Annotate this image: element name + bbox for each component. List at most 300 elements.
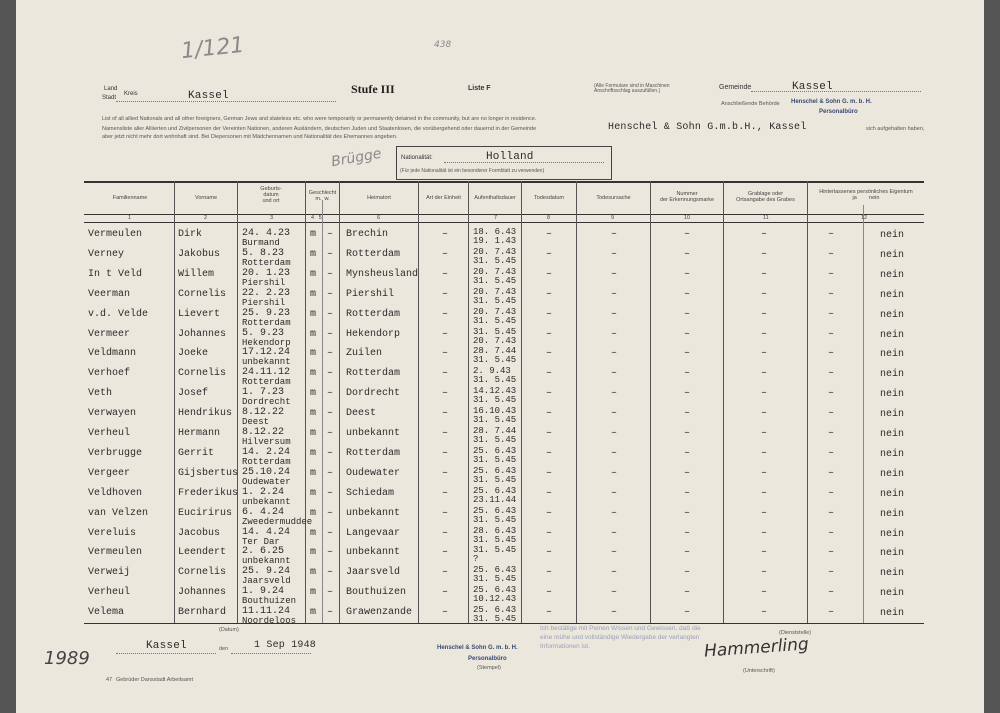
col-num-6: 6 [377,215,381,221]
cell-surname: Veth [88,388,113,400]
cell-property-yes: – [828,229,835,240]
cell-grave: – [761,308,768,320]
cell-property-yes: – [828,348,835,360]
intro-line-1: List of all allied Nationals and all other foreigners, German Jews and stateless etc. who were temporarily or permanently detained in the community, but are no longer in residence. [102,116,537,122]
cell-death-date: – [546,268,553,280]
cell-unit: – [442,607,449,619]
cell-death-date: – [546,288,553,300]
cell-birth-place: Ter Dar [242,536,280,547]
cell-property-yes: – [828,547,835,559]
cell-birth-date: 14. 2.24 [242,446,291,458]
kreis-label: Kreis [124,91,138,97]
cell-death-date: – [546,408,553,420]
cell-id-tag: – [684,587,691,599]
cell-death-date: – [546,467,553,479]
cell-death-cause: – [611,388,618,400]
signature-label: (Unterschrift) [743,668,775,674]
cell-death-cause: – [611,547,618,559]
cell-id-tag: – [684,408,691,420]
cell-death-date: – [546,527,553,539]
cell-surname: Vermeulen [88,229,143,240]
cell-grave: – [761,328,768,340]
cell-stay-to: 19. 1.43 [473,236,517,246]
cell-stay-to: 31. 5.45 [473,454,517,465]
cell-stay-to: 10.12.43 [473,594,517,605]
cell-given-name: Hendrikus [178,408,233,420]
cell-death-cause: – [611,567,618,579]
cell-death-date: – [546,607,553,619]
cell-unit: – [442,268,449,280]
footer-date: 1 Sep 1948 [254,640,317,651]
cell-id-tag: – [684,527,691,539]
cell-home: Dordrecht [346,388,401,400]
cell-death-date: – [546,388,553,400]
form-note: (Alle Formulare sind in Maschinen Anschriftsschlag auszufüllen.) [594,83,670,94]
cell-sex-w: – [327,547,334,559]
land-label: Land [104,86,118,92]
cell-stay-from: 20. 7.43 [473,306,517,317]
cell-sex-w: – [327,527,334,539]
col-num-2: 2 [204,215,208,221]
cell-grave: – [761,467,768,479]
cell-property-yes: – [828,607,835,619]
cell-given-name: Leendert [178,547,227,559]
pencil-reference: 1/121 [179,32,246,65]
cell-unit: – [442,467,449,479]
cell-property-yes: – [828,487,835,499]
cell-property-yes: – [828,587,835,599]
cell-birth-place: Jaarsveld [242,576,291,587]
cell-sex-w: – [327,388,334,400]
col-num-11: 11 [763,215,769,221]
cell-given-name: Willem [178,268,215,280]
cell-given-name: Johannes [178,587,227,599]
cell-stay-from: 31. 5.45 [473,545,517,556]
bottom-left-note: 1989 [44,648,90,669]
cell-home: unbekannt [346,547,401,559]
bruegge-mark: Brügge [329,145,383,171]
nationality-value: Holland [486,151,534,163]
cell-surname: Velema [88,607,125,619]
cell-grave: – [761,348,768,360]
cell-given-name: Frederikus [178,487,239,499]
cell-birth-place: Rotterdam [242,257,291,268]
cell-stay-from: 20. 7.43 [473,286,517,297]
cell-grave: – [761,447,768,459]
footer-place: Kassel [146,640,187,652]
cell-given-name: Gerrit [178,447,215,459]
cell-birth-date: 22. 2.23 [242,287,291,299]
cell-given-name: Josef [178,388,209,400]
cell-sex-w: – [327,428,334,439]
cell-death-date: – [546,567,553,579]
cell-unit: – [442,587,449,599]
cell-home: Bouthuizen [346,587,407,599]
cell-birth-place: Noordeloos [242,616,297,627]
cell-birth-place: Oudewater [242,476,291,487]
cell-given-name: Lievert [178,308,221,320]
cell-grave: – [761,507,768,519]
cell-birth-place: Deest [242,417,270,428]
header-einheit: Art der Einheit [426,195,461,201]
cell-death-date: – [546,348,553,360]
cell-home: Zuilen [346,348,383,360]
firma-label: Anschließende Behörde [721,101,780,107]
cell-stay-from: 20. 7.43 [473,246,517,257]
cell-unit: – [442,388,449,400]
cell-unit: – [442,328,449,340]
cell-stay-to: 31. 5.45 [473,435,517,445]
cell-id-tag: – [684,268,691,280]
cell-stay-from: 25. 6.43 [473,565,517,576]
cell-death-date: – [546,328,553,340]
cell-grave: – [761,607,768,619]
col-num-3: 3 [270,215,274,221]
cell-property-yes: – [828,428,835,439]
cell-death-cause: – [611,408,618,420]
cell-grave: – [761,229,768,240]
cell-sex: m [310,368,317,380]
col-num-9: 9 [611,215,615,221]
cell-sex: m [310,487,317,499]
cell-grave: – [761,288,768,300]
cell-sex: m [310,248,317,260]
cell-home: unbekannt [346,428,401,439]
cell-birth-date: 1. 2.24 [242,486,285,498]
cell-home: Langevaar [346,527,401,539]
cell-property-yes: – [828,248,835,260]
footer-stamp-dept: Personalbüro [468,656,507,662]
cell-given-name: Jakobus [178,248,221,260]
cell-home: Rotterdam [346,248,401,260]
cell-birth-date: 25. 9.24 [242,566,291,578]
form-title: Stufe III [351,82,395,96]
cell-property-no: nein [880,429,905,440]
cell-unit: – [442,348,449,360]
cell-given-name: Eucirirus [178,507,233,519]
cell-property-no: nein [880,269,905,281]
footer-stamp-label: (Stempel) [477,665,501,671]
cell-grave: – [761,428,768,439]
list-label: Liste F [468,85,491,92]
footer-den-label: den [219,646,229,652]
cell-id-tag: – [684,348,691,360]
cell-death-cause: – [611,507,618,519]
cell-id-tag: – [684,487,691,499]
cell-death-cause: – [611,288,618,300]
cell-home: Piershil [346,288,395,300]
cell-grave: – [761,587,768,599]
cell-stay-from: 25. 6.43 [473,445,517,456]
cell-given-name: Bernhard [178,607,227,619]
cell-birth-place: Piershil [242,297,286,308]
col-num-1: 1 [128,215,132,221]
cell-death-cause: – [611,348,618,360]
cell-sex: m [310,229,317,240]
cell-death-date: – [546,487,553,499]
cell-birth-date: 5. 8.23 [242,247,285,259]
cell-property-yes: – [828,467,835,479]
cell-stay-from: 14.12.43 [473,386,517,397]
cell-unit: – [442,308,449,320]
cell-sex: m [310,388,317,400]
cell-property-yes: – [828,268,835,280]
cell-stay-to: 31. 5.45 [473,614,517,625]
cell-property-yes: – [828,288,835,300]
cell-sex-w: – [327,408,334,420]
cell-birth-place: unbekannt [242,496,291,507]
cell-birth-date: 8.12.22 [242,427,285,438]
cell-property-no: nein [880,309,905,321]
header-geschlecht: Geschlecht m. w. [308,190,337,202]
cell-stay-from: 16.10.43 [473,406,517,417]
cell-sex-w: – [327,587,334,599]
cell-birth-date: 24.11.12 [242,367,291,379]
cell-death-date: – [546,587,553,599]
cell-property-no: nein [880,488,905,500]
cell-given-name: Dirk [178,229,203,240]
cell-id-tag: – [684,547,691,559]
cell-surname: Veldmann [88,348,137,360]
cell-grave: – [761,547,768,559]
cell-birth-place: Bouthuizen [242,596,297,607]
cell-stay-from: 31. 5.45 [473,326,517,337]
cell-property-no: nein [880,230,905,241]
cell-sex-w: – [327,268,334,280]
header-familienname: Familienname [112,195,148,201]
cell-death-date: – [546,547,553,559]
cell-birth-date: 25. 9.23 [242,307,291,319]
cell-home: Hekendorp [346,328,401,340]
cell-surname: Vermeulen [88,547,143,559]
cell-stay-to: 31. 5.45 [473,315,517,326]
cell-sex-w: – [327,248,334,260]
cell-property-no: nein [880,448,905,460]
cell-id-tag: – [684,567,691,579]
cell-surname: Verwayen [88,408,137,420]
header-todesdatum: Todesdatum [534,195,564,201]
cell-stay-to: ? [473,554,479,565]
cell-death-date: – [546,229,553,240]
cell-unit: – [442,229,449,240]
cell-unit: – [442,368,449,380]
cell-birth-date: 1. 9.24 [242,586,285,598]
cell-sex: m [310,467,317,479]
cell-home: Jaarsveld [346,567,401,579]
declaration-text: Ich bestätige mit Peinen Wissen und Gewissen, daß die eine mühe und vollständige Wiedergabe der verlangten Informationen ist. [540,625,701,650]
page-number: 438 [434,40,452,50]
cell-unit: – [442,248,449,260]
stadt-label: Stadt [102,95,117,101]
cell-stay-to: 31. 5.45 [473,415,517,426]
cell-birth-date: 14. 4.24 [242,526,291,538]
cell-stay-to: 20. 7.43 [473,335,517,346]
cell-death-cause: – [611,368,618,380]
header-aufenthalt: Aufenthaltsdauer [474,195,516,201]
intro-line-2-suffix: sich aufgehalten haben, [866,126,925,132]
gemeinde-label: Gemeinde [719,84,752,91]
document-page [16,0,984,713]
cell-birth-date: 24. 4.23 [242,228,291,239]
cell-property-no: nein [880,548,905,560]
cell-sex: m [310,408,317,420]
cell-property-no: nein [880,409,905,421]
cell-given-name: Hermann [178,428,221,439]
cell-given-name: Joeke [178,348,209,360]
cell-surname: Verhoef [88,368,131,380]
cell-stay-from: 25. 6.43 [473,585,517,596]
cell-surname: van Velzen [88,507,149,519]
cell-death-cause: – [611,587,618,599]
cell-sex: m [310,527,317,539]
cell-stay-to: 31. 5.45 [473,534,517,545]
header-eigentum: Hinterlassenes persönliches Eigentum ja nein [819,189,913,201]
firma-stamp: Henschel & Sohn G. m. b. H. [791,99,872,105]
cell-birth-date: 1. 7.23 [242,387,285,399]
col-num-12: 12 [861,215,868,221]
cell-sex-w: – [327,507,334,519]
cell-unit: – [442,428,449,439]
cell-death-cause: – [611,447,618,459]
cell-sex: m [310,607,317,619]
cell-death-cause: – [611,229,618,240]
cell-given-name: Cornelis [178,567,227,579]
cell-birth-date: 17.12.24 [242,347,291,359]
cell-stay-from: 28. 7.44 [473,426,517,436]
cell-stay-from: 25. 6.43 [473,505,517,516]
cell-surname: Verheul [88,587,131,599]
cell-unit: – [442,527,449,539]
cell-sex-w: – [327,607,334,619]
header-grablage: Grablage oder Ortsangabe des Grabes [736,191,795,203]
cell-home: Deest [346,408,377,420]
cell-home: Rotterdam [346,368,401,380]
firma-dept: Personalbüro [819,109,858,115]
header-geburt: Geburts- datum und ort [260,186,282,204]
cell-sex: m [310,328,317,340]
cell-sex-w: – [327,447,334,459]
place-value: Kassel [188,90,229,102]
cell-stay-to: 31. 5.45 [473,395,517,406]
cell-surname: Vergeer [88,467,131,479]
cell-surname: Verbrugge [88,447,143,459]
cell-property-yes: – [828,408,835,420]
cell-birth-date: 2. 6.25 [242,546,285,558]
cell-id-tag: – [684,467,691,479]
cell-death-cause: – [611,527,618,539]
cell-birth-date: 6. 4.24 [242,506,285,518]
cell-birth-place: Rotterdam [242,317,291,328]
cell-surname: Verheul [88,428,131,439]
cell-death-date: – [546,447,553,459]
cell-stay-to: 31. 5.45 [473,295,517,306]
cell-id-tag: – [684,607,691,619]
cell-sex: m [310,268,317,280]
cell-given-name: Cornelis [178,368,227,380]
cell-birth-place: Burmand [242,238,280,248]
cell-property-no: nein [880,289,905,301]
cell-property-no: nein [880,508,905,520]
col-num-4: 4 5 [311,215,322,221]
cell-stay-from: 25. 6.43 [473,605,517,616]
cell-death-cause: – [611,428,618,439]
cell-sex: m [310,567,317,579]
cell-birth-date: 20. 1.23 [242,267,291,279]
cell-id-tag: – [684,388,691,400]
cell-birth-place: Hilversum [242,437,291,447]
cell-property-no: nein [880,329,905,341]
cell-property-yes: – [828,567,835,579]
cell-property-yes: – [828,527,835,539]
cell-property-no: nein [880,528,905,540]
nationality-label: Nationalität: [401,155,433,161]
cell-birth-place: Rotterdam [242,456,291,467]
intro-firm: Henschel & Sohn G.m.b.H., Kassel [608,122,807,133]
footer-datum-label: (Datum) [219,627,239,633]
cell-sex: m [310,447,317,459]
cell-unit: – [442,447,449,459]
cell-stay-to: 31. 5.45 [473,514,517,525]
col-num-8: 8 [547,215,551,221]
signature: Hammerling [703,634,810,662]
col-num-10: 10 [684,215,691,221]
cell-sex-w: – [327,229,334,240]
cell-sex: m [310,288,317,300]
cell-property-yes: – [828,388,835,400]
cell-id-tag: – [684,308,691,320]
cell-birth-place: unbekannt [242,357,291,368]
cell-given-name: Johannes [178,328,227,340]
cell-home: Grawenzande [346,607,413,619]
cell-stay-to: 23.11.44 [473,494,517,505]
printer-line: Gebrüder Dansstadt Arbeitsamt [116,677,194,683]
cell-stay-from: 28. 7.44 [473,346,517,357]
cell-birth-place: Hekendorp [242,337,291,348]
cell-death-date: – [546,248,553,260]
cell-death-cause: – [611,308,618,320]
cell-birth-date: 5. 9.23 [242,327,285,339]
nationality-note: (Für jede Nationalität ist ein besonderer Formblatt zu verwenden) [400,168,545,174]
header-todesursache: Todesursache [596,195,631,201]
cell-death-date: – [546,308,553,320]
printer-no: 47 [106,677,113,683]
cell-home: Brechin [346,229,389,240]
cell-property-no: nein [880,249,905,261]
cell-death-date: – [546,368,553,380]
cell-property-no: nein [880,608,905,620]
cell-stay-from: 18. 6.43 [473,227,517,237]
cell-property-yes: – [828,507,835,519]
cell-surname: Veerman [88,288,131,300]
intro-line-3: aber jetzt nicht mehr dort wohnhaft sind. Bei Diepersonen mit Mädchennamen und Nationalität des Ehemannes angeben. [102,134,398,140]
cell-id-tag: – [684,248,691,260]
cell-unit: – [442,487,449,499]
cell-death-cause: – [611,467,618,479]
cell-stay-from: 25. 6.43 [473,465,517,476]
cell-property-no: nein [880,389,905,401]
cell-grave: – [761,388,768,400]
cell-stay-to: 31. 5.45 [473,474,517,485]
cell-unit: – [442,288,449,300]
cell-surname: Verweij [88,567,131,579]
col-num-7: 7 [494,215,498,221]
cell-birth-place: Rotterdam [242,377,291,388]
cell-id-tag: – [684,328,691,340]
cell-unit: – [442,507,449,519]
cell-stay-from: 25. 6.43 [473,485,517,496]
cell-grave: – [761,567,768,579]
cell-property-yes: – [828,368,835,380]
